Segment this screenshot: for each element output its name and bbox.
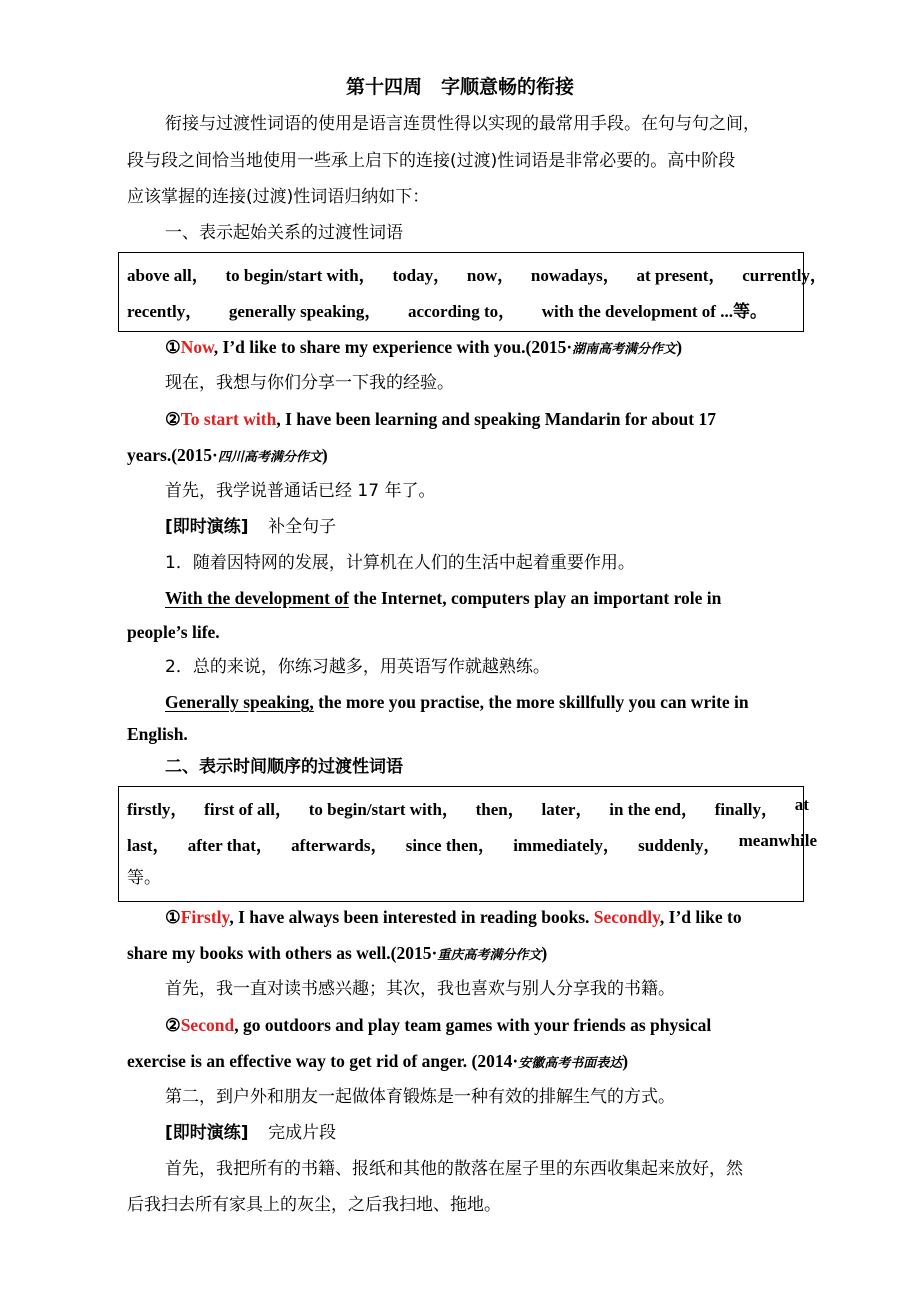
answer-blank: Generally speaking, — [165, 692, 314, 712]
box-phrase: now， — [466, 266, 515, 285]
section1-heading: 一、表示起始关系的过渡性词语 — [165, 223, 403, 243]
intro-line-1: 衔接与过渡性词语的使用是语言连贯性得以实现的最常用手段。在句与句之间， — [165, 114, 760, 134]
box-phrase: to begin/start with， — [225, 266, 376, 285]
box-phrase: after that， — [187, 836, 273, 855]
highlight-word: To start with — [180, 409, 277, 429]
practice-task: 补全句子 — [268, 517, 337, 537]
box-phrase: today， — [392, 266, 451, 285]
intro-line-2: 段与段之间恰当地使用一些承上启下的连接(过渡)性词语是非常必要的。高中阶段 — [127, 151, 736, 171]
section1-practice-header — [165, 515, 336, 539]
source-label: 四川高考满分作文 — [217, 450, 322, 465]
practice-label: [即时演练] — [165, 517, 249, 537]
box-phrase: since then， — [405, 836, 495, 855]
practice-question-1: 1．随着因特网的发展，计算机在人们的生活中起着重要作用。 — [165, 553, 635, 573]
section2-heading: 二、表示时间顺序的过渡性词语 — [165, 757, 403, 777]
section1-example-2-translation: 首先，我学说普通话已经 17 年了。 — [165, 481, 436, 501]
section1-box-row-2 — [127, 297, 767, 322]
box-phrase: in the end， — [609, 800, 699, 819]
box-phrase: then， — [475, 800, 525, 819]
box-phrase: recently， — [127, 302, 203, 321]
section1-example-2: ②To start with, I have been learning and speaking Mandarin for about 17 — [165, 409, 716, 429]
source-label: 安徽高考书面表达 — [518, 1056, 623, 1071]
highlight-word: Second — [180, 1015, 235, 1035]
practice-answer-2: Generally speaking, the more you practise, the more skillfully you can write in — [165, 692, 749, 712]
section2-example-1: ①Firstly, I have always been interested in reading books. Secondly, I’d like to — [165, 907, 742, 927]
box-phrase: according to， — [407, 302, 516, 321]
section2-practice-header — [165, 1121, 336, 1145]
box-phrase: suddenly， — [638, 836, 721, 855]
section1-example-2-line-2: years.(2015·四川高考满分作文) — [127, 445, 328, 465]
source-label: 重庆高考满分作文 — [437, 948, 542, 963]
section1-example-1-translation: 现在，我想与你们分享一下我的经验。 — [165, 373, 454, 393]
section2-example-2: ②Second, go outdoors and play team games with your friends as physical — [165, 1015, 712, 1035]
box-phrase: to begin/start with， — [308, 800, 459, 819]
box-phrase: at present， — [636, 266, 726, 285]
box-phrase: with the development of ...等。 — [541, 302, 767, 321]
box-phrase: finally， — [714, 800, 779, 819]
section1-example-1: ①Now, I’d like to share my experience with you.(2015·湖南高考满分作文) — [165, 337, 683, 357]
section2-example-1-line-2: share my books with others as well.(2015·重庆高考满分作文) — [127, 943, 548, 963]
practice-task: 完成片段 — [268, 1123, 337, 1143]
box-phrase: at — [794, 795, 809, 814]
box-phrase: afterwards， — [291, 836, 388, 855]
section2-example-2-translation: 第二，到户外和朋友一起做体育锻炼是一种有效的排解生气的方式。 — [165, 1087, 675, 1107]
section2-box-row-1 — [127, 795, 809, 820]
section2-example-2-line-2: exercise is an effective way to get rid of anger. (2014·安徽高考书面表达) — [127, 1051, 629, 1071]
box-phrase: currently， — [742, 266, 827, 285]
highlight-word: Now — [180, 337, 214, 357]
box-phrase: above all， — [127, 266, 209, 285]
box-phrase: first of all， — [204, 800, 292, 819]
practice-label: [即时演练] — [165, 1123, 249, 1143]
highlight-word: Firstly — [180, 907, 230, 927]
section2-box-row-2 — [127, 831, 817, 856]
box-phrase: later， — [541, 800, 593, 819]
section1-box-row-1 — [127, 261, 827, 286]
intro-line-3: 应该掌握的连接(过渡)性词语归纳如下： — [127, 187, 430, 207]
box-phrase: firstly， — [127, 800, 188, 819]
practice-question-2: 2．总的来说，你练习越多，用英语写作就越熟练。 — [165, 657, 550, 677]
box-phrase: meanwhile — [738, 831, 817, 850]
highlight-word: Secondly — [593, 907, 660, 927]
box-phrase: nowadays， — [530, 266, 620, 285]
practice-answer-1: With the development of the Internet, computers play an important role in — [165, 588, 722, 608]
section2-box-row-3: 等。 — [127, 868, 161, 888]
source-label: 湖南高考满分作文 — [572, 342, 677, 357]
practice-answer-1-line-2: people’s life. — [127, 622, 220, 642]
page-title: 第十四周 字顺意畅的衔接 — [345, 76, 574, 98]
box-phrase: last， — [127, 836, 170, 855]
section2-example-1-translation: 首先，我一直对读书感兴趣；其次，我也喜欢与别人分享我的书籍。 — [165, 979, 675, 999]
answer-blank: With the development of — [165, 588, 349, 608]
practice-paragraph-line-2: 后我扫去所有家具上的灰尘，之后我扫地、拖地。 — [127, 1195, 501, 1215]
practice-paragraph-line-1: 首先，我把所有的书籍、报纸和其他的散落在屋子里的东西收集起来放好，然 — [165, 1159, 743, 1179]
box-phrase: generally speaking， — [228, 302, 382, 321]
practice-answer-2-line-2: English. — [127, 724, 188, 744]
box-phrase: immediately， — [513, 836, 620, 855]
